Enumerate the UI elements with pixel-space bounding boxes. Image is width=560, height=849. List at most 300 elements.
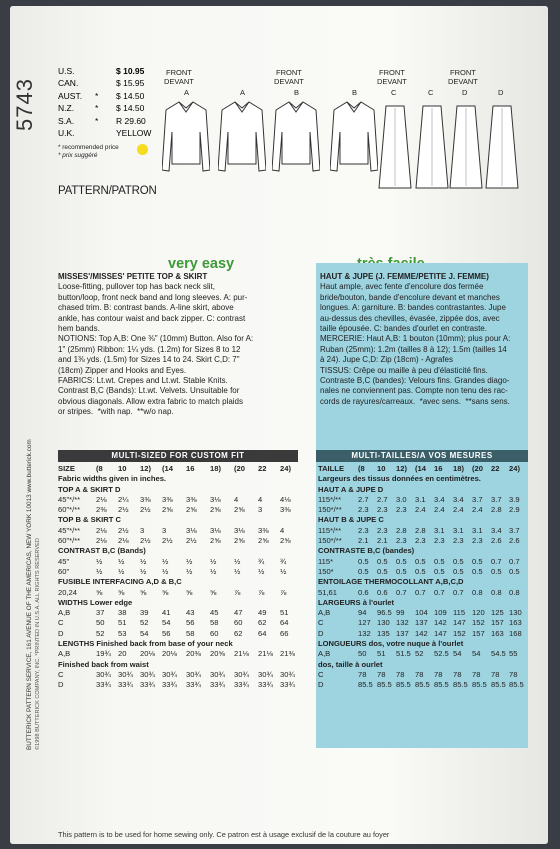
table-cell: 30¾ (186, 669, 201, 679)
table-cell: 53 (118, 628, 127, 638)
table-cell: ⅝ (140, 587, 147, 597)
text-line: or stripes. *with nap. **w/o nap. (58, 407, 174, 417)
table-row (318, 577, 526, 587)
table-row (58, 618, 298, 628)
view-title: FRONT (276, 68, 302, 77)
table-cell: 47 (234, 608, 243, 618)
table-cell: 2.7 (377, 494, 388, 504)
table-cell: 51.5 (396, 649, 411, 659)
table-cell: 66 (280, 628, 289, 638)
table-cell: 33¾ (118, 680, 133, 690)
table-cell: 60 (234, 618, 243, 628)
top-sketch (272, 98, 320, 183)
table-row (58, 680, 298, 690)
text-line: nales ne conviennent pas. Compte non tenu des rac- (320, 386, 508, 396)
text-line: MERCERIE: Haut A,B: 1 bouton (10mm); plus pour A: (320, 334, 511, 344)
section-label: dos, taille à ourlet (318, 659, 383, 669)
row-label: 115*/** (318, 494, 342, 504)
table-cell: 52 (415, 649, 424, 659)
price-country: S.A. (58, 115, 75, 126)
table-row (58, 536, 298, 546)
row-label: 150* (318, 566, 334, 576)
table-cell: 2.4 (415, 505, 426, 515)
text-line: chased trim. B: contrast bands. A-line skirt, above (58, 303, 234, 313)
table-cell: 0.6 (377, 587, 388, 597)
price-value: $ 10.95 (116, 66, 145, 76)
table-cell: ⅞ (234, 587, 241, 597)
table-cell: 132 (358, 628, 371, 638)
table-cell: 0.5 (415, 556, 426, 566)
table-row (58, 639, 298, 649)
table-cell: 78 (491, 669, 500, 679)
table-cell: 2.3 (472, 536, 483, 546)
row-label: SIZE (58, 464, 75, 473)
table-cell: 2.4 (434, 505, 445, 515)
table-cell: (14 (415, 464, 426, 473)
view-letter: C (391, 88, 397, 97)
skirt-sketch (414, 102, 450, 197)
row-label: 150*/** (318, 505, 342, 515)
table-row (318, 505, 526, 515)
table-cell: 2.6 (509, 536, 520, 546)
table-cell: 54 (140, 628, 149, 638)
table-cell: 3 (162, 525, 167, 535)
table-cell: 3.1 (472, 525, 483, 535)
table-cell: 0.7 (509, 556, 520, 566)
table-cell: 2⅝ (258, 536, 269, 546)
table-cell: 85.5 (472, 680, 487, 690)
table-cell: 2.4 (453, 505, 464, 515)
table-cell: 0.5 (509, 566, 520, 576)
section-label: Largeurs des tissus données en centimètres. (318, 474, 481, 484)
table-cell: 0.5 (377, 566, 388, 576)
table-row (318, 618, 526, 628)
table-cell: 2⅝ (210, 536, 221, 546)
row-label: 51,61 (318, 587, 338, 597)
table-cell: 49 (258, 608, 267, 618)
row-label: 60" (58, 566, 70, 576)
table-cell: 2⅝ (234, 505, 245, 515)
table-cell: 4 (280, 525, 285, 535)
table-row (58, 588, 298, 598)
table-row (58, 629, 298, 639)
view-letter: D (498, 88, 504, 97)
table-cell: 78 (434, 669, 443, 679)
table-cell: 33¾ (186, 680, 201, 690)
table-cell: 0.5 (377, 556, 388, 566)
row-label: C (58, 618, 64, 628)
table-cell: 3⅜ (186, 494, 197, 504)
section-label: CONTRAST B,C (Bands) (58, 546, 146, 556)
table-cell: 0.5 (396, 566, 407, 576)
table-cell: 2½ (162, 536, 173, 546)
text-line: MISSES'/MISSES' PETITE TOP & SKIRT (58, 272, 208, 281)
table-cell: ½ (140, 566, 147, 576)
price-note-en: * recommended price (58, 144, 119, 151)
table-cell: 45 (210, 608, 219, 618)
view-letter: D (462, 88, 468, 97)
table-cell: ½ (234, 556, 241, 566)
table-cell: 3.4 (453, 494, 464, 504)
table-row (318, 474, 526, 484)
table-cell: 19¾ (96, 649, 111, 659)
table-cell: 16 (434, 464, 443, 473)
table-row (58, 515, 298, 525)
row-label: A,B (58, 608, 71, 618)
table-cell: 85.5 (396, 680, 411, 690)
table-cell: 2¼ (118, 494, 129, 504)
text-line: Loose-fitting, pullover top has back neck slit, (58, 282, 215, 292)
table-cell: (20 (472, 464, 483, 473)
table-cell: 2⅛ (96, 525, 107, 535)
price-value: $ 14.50 (116, 90, 145, 101)
table-cell: 3.4 (434, 494, 445, 504)
table-cell: 120 (472, 608, 485, 618)
table-cell: ⅝ (96, 587, 103, 597)
table-cell: 22 (258, 464, 267, 473)
table-cell: ½ (186, 556, 193, 566)
table-cell: 33¾ (140, 680, 155, 690)
table-cell: 3⅛ (234, 525, 245, 535)
table-cell: 0.5 (434, 556, 445, 566)
table-cell: 104 (415, 608, 428, 618)
table-cell: 85.5 (453, 680, 468, 690)
price-country: U.S. (58, 66, 75, 76)
row-label: D (318, 628, 324, 638)
price-note-fr: * prix suggéré (58, 152, 98, 159)
table-cell: (8 (96, 464, 103, 473)
table-row (58, 670, 298, 680)
table-cell: 2.9 (509, 505, 520, 515)
table-cell: 30¾ (162, 669, 177, 679)
table-cell: 30¾ (140, 669, 155, 679)
table-cell: ½ (186, 566, 193, 576)
table-cell: 10 (118, 464, 127, 473)
table-cell: 21⅛ (258, 649, 273, 659)
table-cell: 2⅛ (118, 536, 129, 546)
table-cell: 41 (162, 608, 171, 618)
table-cell: 37 (96, 608, 105, 618)
text-line: and 1⅜ yds. (1.5m) for Sizes 14 to 24. Skirt C,D: 7" (58, 355, 240, 365)
table-cell: 2.7 (358, 494, 369, 504)
row-label: C (318, 669, 324, 679)
price-mark: * (95, 90, 99, 101)
table-cell: 2½ (186, 536, 197, 546)
table-cell: 125 (491, 608, 504, 618)
table-cell: 0.8 (472, 587, 483, 597)
table-cell: 30¾ (96, 669, 111, 679)
text-line: NOTIONS: Top A,B: One ⅜" (10mm) Button. Also for A: (58, 334, 254, 344)
table-cell: 2⅝ (162, 505, 173, 515)
table-cell: 78 (396, 669, 405, 679)
table-row (58, 608, 298, 618)
table-cell: 0.5 (491, 566, 502, 576)
table-cell: 18) (210, 464, 221, 473)
table-cell: 94 (358, 608, 367, 618)
table-cell: ½ (258, 566, 265, 576)
table-row (58, 598, 298, 608)
top-sketch (330, 98, 378, 183)
text-line: au-dessus des chevilles, évasée, zippée dos, avec (320, 313, 500, 323)
table-row (58, 474, 298, 484)
french-size-table (318, 464, 526, 691)
table-cell: 3⅛ (210, 494, 221, 504)
table-cell: (20 (234, 464, 245, 473)
table-cell: 20⅜ (186, 649, 201, 659)
price-value: $ 15.95 (116, 78, 145, 89)
table-cell: 142 (434, 618, 447, 628)
table-cell: ½ (140, 556, 147, 566)
table-cell: 20⅛ (162, 649, 177, 659)
table-cell: 142 (415, 628, 428, 638)
copyright-notice: ©1998 BUTTERICK COMPANY, INC. *PRINTED IN U.S.A. ALL RIGHTS RESERVED (35, 538, 41, 750)
table-cell: ⅝ (118, 587, 125, 597)
table-cell: 2½ (140, 505, 151, 515)
table-cell: 56 (186, 618, 195, 628)
table-cell: ½ (118, 566, 125, 576)
table-cell: 78 (509, 669, 518, 679)
table-cell: 2⅝ (210, 505, 221, 515)
table-cell: 2⅝ (234, 536, 245, 546)
view-letter: B (294, 88, 300, 97)
table-cell: 2.8 (415, 525, 426, 535)
table-cell: 3.1 (415, 494, 426, 504)
section-label: LENGTHS Finished back from base of your neck (58, 639, 233, 649)
table-row (318, 608, 526, 618)
table-cell: ¾ (280, 556, 287, 566)
table-cell: 147 (434, 628, 447, 638)
table-cell: 20⅝ (210, 649, 225, 659)
table-cell: 3 (258, 505, 263, 515)
table-cell: ⅞ (280, 587, 287, 597)
price-country: AUST. (58, 90, 83, 101)
table-cell: 64 (258, 628, 267, 638)
table-cell: 58 (210, 618, 219, 628)
price-value: R 29.60 (116, 115, 146, 126)
table-cell: 54.5 (491, 649, 506, 659)
table-cell: 0.5 (453, 556, 464, 566)
table-cell: (14 (162, 464, 173, 473)
table-cell: 30¾ (234, 669, 249, 679)
table-cell: 99 (396, 608, 405, 618)
table-cell: 109 (434, 608, 447, 618)
price-mark: * (95, 115, 99, 126)
table-row (318, 598, 526, 608)
table-cell: 2.3 (453, 536, 464, 546)
table-row (318, 639, 526, 649)
table-cell: 0.7 (396, 587, 407, 597)
table-cell: 20 (118, 649, 127, 659)
table-cell: 2⅝ (280, 536, 291, 546)
table-cell: 0.7 (491, 556, 502, 566)
table-cell: 54 (453, 649, 462, 659)
table-cell: 12) (140, 464, 151, 473)
top-sketch (218, 98, 266, 183)
table-cell: 0.5 (472, 566, 483, 576)
table-cell: 0.6 (358, 587, 369, 597)
text-line: ankle, has contour waist and back zipper. C: contrast (58, 313, 246, 323)
table-cell: 33¾ (210, 680, 225, 690)
table-cell: 20⅛ (140, 649, 155, 659)
table-cell: 3.7 (491, 494, 502, 504)
row-label: D (58, 680, 64, 690)
table-row (318, 588, 526, 598)
table-cell: 2⅜ (96, 505, 107, 515)
section-label: FUSIBLE INTERFACING A,D & B,C (58, 577, 182, 587)
table-row (318, 495, 526, 505)
view-title: FRONT (166, 68, 192, 77)
table-cell: 3.1 (434, 525, 445, 535)
table-cell: ¾ (258, 556, 265, 566)
french-description (320, 272, 510, 407)
table-cell: 147 (453, 618, 466, 628)
table-cell: ½ (210, 556, 217, 566)
table-cell: ½ (210, 566, 217, 576)
section-label: TOP B & SKIRT C (58, 515, 122, 525)
table-cell: 157 (472, 628, 485, 638)
table-cell: 78 (472, 669, 481, 679)
table-row (318, 526, 526, 536)
table-cell: 2½ (118, 525, 129, 535)
table-cell: 0.5 (472, 556, 483, 566)
table-cell: 33¾ (258, 680, 273, 690)
table-cell: 2.3 (377, 505, 388, 515)
skirt-sketch (484, 102, 520, 197)
section-label: ENTOILAGE THERMOCOLLANT A,B,C,D (318, 577, 464, 587)
text-line: button/loop, front neck band and long sleeves. A: pur- (58, 292, 248, 302)
view-letter: A (184, 88, 190, 97)
table-row (58, 464, 298, 474)
table-cell: 127 (358, 618, 371, 628)
view-letter: A (240, 88, 246, 97)
table-cell: 22 (491, 464, 500, 473)
price-country: N.Z. (58, 103, 75, 114)
table-cell: 157 (491, 618, 504, 628)
pattern-number: 5743 (12, 78, 37, 131)
table-cell: 2.3 (377, 525, 388, 535)
table-row (318, 680, 526, 690)
table-cell: 4⅛ (280, 494, 291, 504)
footer-note: This pattern is to be used for home sewing only. Ce patron est à usage exclusif de la couture au foyer (58, 830, 390, 839)
table-cell: ⅝ (210, 587, 217, 597)
table-cell: 85.5 (491, 680, 506, 690)
table-cell: 163 (509, 618, 522, 628)
table-cell: 50 (358, 649, 367, 659)
text-line: longues. A: garniture. B: bandes contrastantes. Jupe (320, 303, 506, 313)
row-label: D (318, 680, 324, 690)
row-label: D (58, 628, 64, 638)
table-cell: 0.7 (453, 587, 464, 597)
table-cell: 0.8 (509, 587, 520, 597)
text-line: taille épousée. C: bandes d'ourlet en contraste. (320, 324, 487, 334)
text-line: bride/bouton, bande d'encolure devant et manches (320, 292, 500, 302)
table-row (58, 567, 298, 577)
table-cell: 33¾ (96, 680, 111, 690)
top-sketch (162, 98, 210, 183)
text-line: obvious diagonals. Allow extra fabric to match plaids (58, 396, 243, 406)
text-line: hem bands. (58, 324, 100, 334)
table-cell: 3⅛ (186, 525, 197, 535)
table-row (58, 505, 298, 515)
english-table-header: MULTI-SIZED FOR CUSTOM FIT (58, 450, 298, 462)
table-cell: 51 (280, 608, 289, 618)
table-cell: ½ (280, 566, 287, 576)
text-line: (18cm) Zipper and Hooks and Eyes. (58, 365, 187, 375)
table-cell: 52 (140, 618, 149, 628)
view-title-fr: DEVANT (164, 77, 194, 86)
table-cell: 96.5 (377, 608, 392, 618)
row-label: 115*/** (318, 525, 342, 535)
table-cell: 2⅛ (96, 536, 107, 546)
table-cell: 0.5 (434, 566, 445, 576)
table-cell: 0.5 (358, 566, 369, 576)
table-cell: 16 (186, 464, 195, 473)
table-cell: 64 (280, 618, 289, 628)
view-letter: B (352, 88, 358, 97)
table-cell: 85.5 (377, 680, 392, 690)
table-cell: 18) (453, 464, 464, 473)
table-cell: 52 (96, 628, 105, 638)
view-title-fr: DEVANT (274, 77, 304, 86)
table-cell: 3⅜ (258, 525, 269, 535)
table-cell: 2.8 (491, 505, 502, 515)
text-line: Haut ample, avec fente d'encolure dos fermée (320, 282, 484, 292)
text-line: TISSUS: Crêpe ou maille à peu d'élasticité fins. (320, 365, 488, 375)
section-label: LARGEURS à l'ourlet (318, 597, 395, 607)
table-cell: 10 (377, 464, 386, 473)
skirt-sketch (448, 102, 484, 197)
table-row (58, 649, 298, 659)
text-line: HAUT & JUPE (J. FEMME/PETITE J. FEMME) (320, 272, 489, 281)
table-cell: 137 (415, 618, 428, 628)
table-cell: 0.5 (396, 556, 407, 566)
view-title-fr: DEVANT (377, 77, 407, 86)
table-cell: ½ (162, 566, 169, 576)
english-size-table (58, 464, 298, 691)
table-cell: (8 (358, 464, 365, 473)
table-cell: 3.4 (491, 525, 502, 535)
table-cell: 21⅜ (280, 649, 295, 659)
french-table-header: MULTI-TAILLES/A VOS MESURES (316, 450, 528, 462)
table-cell: 85.5 (415, 680, 430, 690)
table-cell: 33¾ (280, 680, 295, 690)
table-cell: 0.7 (434, 587, 445, 597)
price-value: $ 14.50 (116, 103, 145, 114)
table-cell: 132 (396, 618, 409, 628)
row-label: A,B (58, 649, 71, 659)
table-cell: 54 (162, 618, 171, 628)
row-label: 60"*/** (58, 536, 81, 546)
table-cell: 85.5 (509, 680, 524, 690)
skirt-sketch (377, 102, 413, 197)
table-row (318, 649, 526, 659)
table-cell: 3.1 (453, 525, 464, 535)
table-cell: 78 (358, 669, 367, 679)
price-mark: * (95, 103, 99, 114)
table-cell: 2⅛ (96, 494, 107, 504)
view-title-fr: DEVANT (448, 77, 478, 86)
table-cell: 4 (258, 494, 263, 504)
table-cell: 30¾ (118, 669, 133, 679)
table-cell: 39 (140, 608, 149, 618)
row-label: 20,24 (58, 587, 78, 597)
table-cell: ½ (118, 556, 125, 566)
table-cell: 130 (377, 618, 390, 628)
row-label: 150*/** (318, 536, 342, 546)
table-cell: 2.3 (396, 505, 407, 515)
section-label: HAUT B & JUPE C (318, 515, 384, 525)
table-cell: 168 (509, 628, 522, 638)
